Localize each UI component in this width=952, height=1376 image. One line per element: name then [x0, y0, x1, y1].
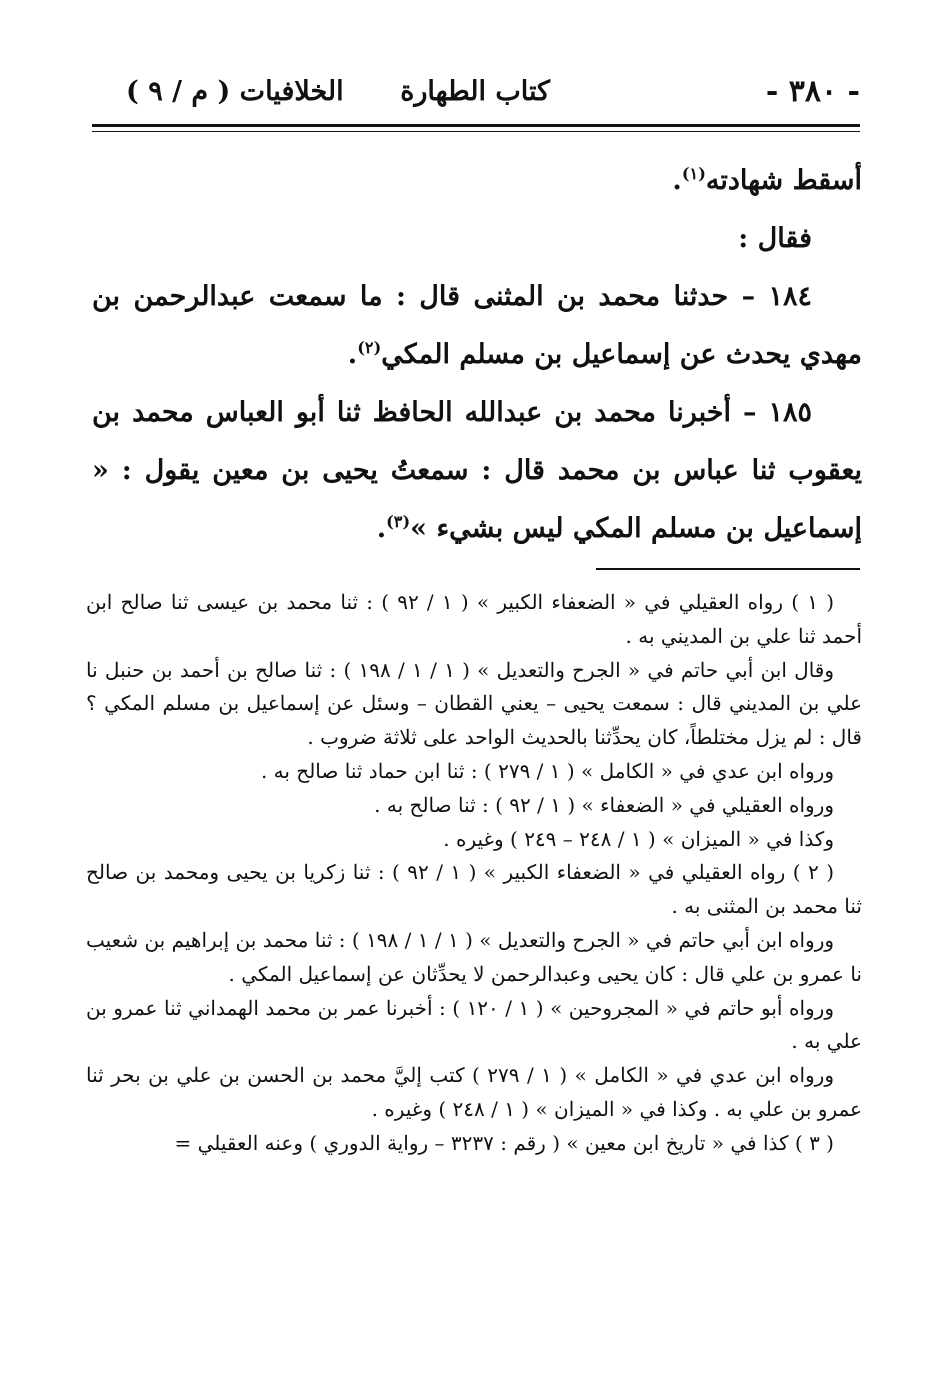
footnote-ref-3: (٣) — [386, 512, 411, 531]
header-rule-thick — [92, 124, 860, 127]
footnote-1: ( ١ ) رواه العقيلي في « الضعفاء الكبير » ( ١ / ٩٢ ) : ثنا محمد بن عيسى ثنا صالح ابن أحمد ثنا علي بن المديني به . — [86, 590, 862, 648]
footnote-ref-2: (٢) — [357, 338, 382, 357]
main-text — [92, 152, 862, 558]
footnote-1-cont-a: وقال ابن أبي حاتم في « الجرح والتعديل » ( ١ / ١ / ١٩٨ ) : ثنا صالح بن أحمد بن حنبل نا علي بن المديني قال : سمعت يحيى – يعني القطان – وسئل عن إسماعيل بن مسلم المكي ؟ قال : لم يزل مختلطاً، كان يحدِّثنا بالحديث الواحد على ثلاثة ضروب . — [86, 657, 862, 750]
paragraph-1: أسقط شهادته$^{(١)}$. — [672, 164, 862, 196]
running-header — [90, 68, 860, 118]
footnote-1-cont-d: وكذا في « الميزان » ( ١ / ٢٤٨ – ٢٤٩ ) وغيره . — [443, 826, 834, 851]
footnote-2-cont-c: ورواه ابن عدي في « الكامل » ( ١ / ٢٧٩ ) كتب إليَّ محمد بن الحسن بن علي بن بحر ثنا عمرو بن علي به . وكذا في « الميزان » ( ١ / ٢٤٨ ) وغيره . — [86, 1063, 862, 1121]
footnotes — [86, 586, 862, 1161]
footnote-1-cont-b: ورواه ابن عدي في « الكامل » ( ١ / ٢٧٩ ) : ثنا ابن حماد ثنا صالح به . — [260, 758, 834, 783]
footnote-2-cont-b: ورواه أبو حاتم في « المجروحين » ( ١ / ١٢٠ ) : أخبرنا عمر بن محمد الهمداني ثنا عمرو بن علي به . — [86, 995, 862, 1054]
footnote-ref-1: (١) — [681, 164, 706, 183]
footnote-1-cont-c: ورواه العقيلي في « الضعفاء » ( ١ / ٩٢ ) : ثنا صالح به . — [374, 792, 834, 817]
footnote-2-cont-a: ورواه ابن أبي حاتم في « الجرح والتعديل » ( ١ / ١ / ١٩٨ ) : ثنا محمد بن إبراهيم بن شعيب نا عمرو بن علي قال : كان يحيى وعبدالرحمن لا يحدِّثان عن إسماعيل المكي . — [86, 927, 862, 986]
hadith-185: ١٨٥ – أخبرنا محمد بن عبدالله الحافظ ثنا أبو العباس محمد بن يعقوب ثنا عباس بن محمد قال : سمعتُ يحيى بن معين يقول : « إسماعيل بن مسلم المكي ليس بشيء »$^{(٣)}$. — [92, 397, 862, 544]
header-rule-thin — [92, 131, 860, 132]
footnote-2: ( ٢ ) رواه العقيلي في « الضعفاء الكبير » ( ١ / ٩٢ ) : ثنا زكريا بن يحيى ومحمد بن صالح ثنا محمد بن المثنى به . — [86, 860, 862, 919]
footnote-separator — [596, 568, 860, 570]
paragraph-2: فقال : — [738, 223, 812, 254]
book-title: كتاب الطهارة — [400, 76, 550, 107]
footnote-3: ( ٣ ) كذا في « تاريخ ابن معين » ( رقم : ٣٢٣٧ – رواية الدوري ) وعنه العقيلي = — [174, 1130, 834, 1155]
page-number: - ٣٨٠ - — [765, 74, 860, 109]
hadith-184: ١٨٤ – حدثنا محمد بن المثنى قال : ما سمعت عبدالرحمن بن مهدي يحدث عن إسماعيل بن مسلم المكي$^{(٢)}$. — [92, 281, 862, 370]
section-title: الخلافيات ( م / ٩ ) — [126, 76, 344, 107]
